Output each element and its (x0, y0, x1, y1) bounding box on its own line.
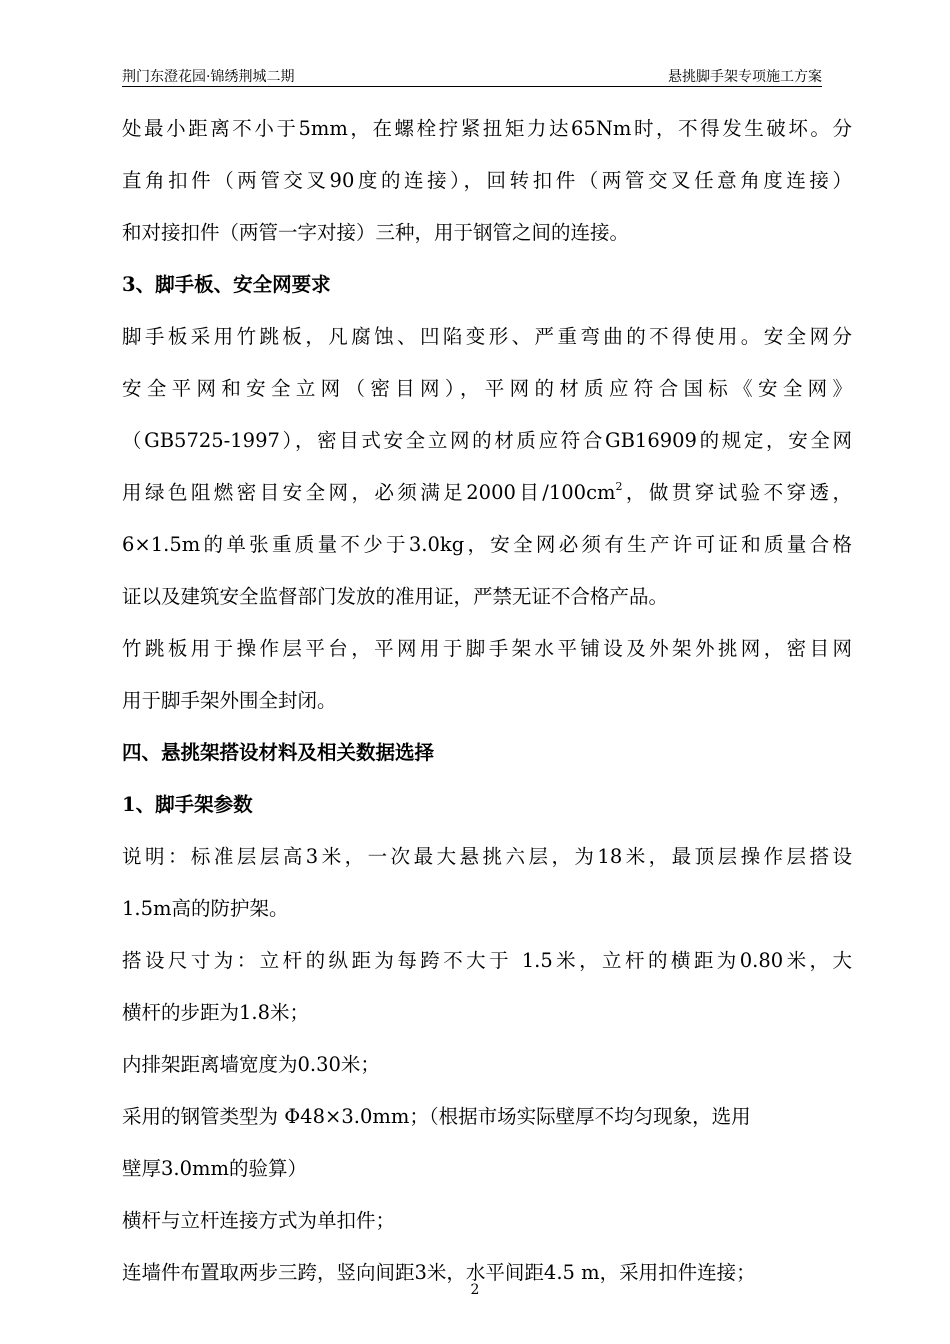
text-line: （GB5725-1997），密目式安全立网的材质应符合GB16909的规定，安全网 (122, 429, 852, 452)
text-fragment: ，做贯穿试验不穿透， (622, 481, 852, 504)
text-line: 采用的钢管类型为 Φ48×3.0mm；（根据市场实际壁厚不均匀现象，选用 (122, 1105, 751, 1128)
text-fragment: 用绿色阻燃密目安全网，必须满足2000目/100cm (122, 481, 616, 504)
text-line: 处最小距离不小于5mm，在螺栓拧紧扭矩力达65Nm时，不得发生破坏。分 (122, 117, 852, 140)
chapter-heading: 四、悬挑架搭设材料及相关数据选择 (122, 741, 435, 764)
text-line: 壁厚3.0mm的验算） (122, 1157, 307, 1180)
document-body (122, 103, 852, 1299)
text-line: 说明：标准层层高3米，一次最大悬挑六层，为18米，最顶层操作层搭设 (122, 845, 852, 868)
text-line: 横杆与立杆连接方式为单扣件； (122, 1209, 396, 1232)
page-header (122, 62, 822, 87)
text-line: 证以及建筑安全监督部门发放的准用证，严禁无证不合格产品。 (122, 585, 669, 608)
header-project-name: 荆门东澄花园·锦绣荆城二期 (122, 69, 295, 85)
text-line: 安全平网和安全立网（密目网），平网的材质应符合国标《安全网》 (122, 377, 852, 400)
text-line: 竹跳板用于操作层平台，平网用于脚手架水平铺设及外架外挑网，密目网 (122, 637, 852, 660)
text-line: 1.5m高的防护架。 (122, 897, 289, 920)
text-line: 搭设尺寸为：立杆的纵距为每跨不大于 1.5米，立杆的横距为0.80米，大 (122, 949, 852, 972)
text-line (122, 467, 852, 519)
text-line: 连墙件布置取两步三跨，竖向间距3米，水平间距4.5 m，采用扣件连接； (122, 1261, 756, 1284)
text-line: 直角扣件（两管交叉90度的连接），回转扣件（两管交叉任意角度连接） (122, 169, 852, 192)
text-line: 脚手板采用竹跳板，凡腐蚀、凹陷变形、严重弯曲的不得使用。安全网分 (122, 325, 852, 348)
section-heading: 3、脚手板、安全网要求 (122, 273, 331, 296)
text-line: 横杆的步距为1.8米； (122, 1001, 310, 1024)
text-line: 用于脚手架外围全封闭。 (122, 689, 337, 712)
page-number: 2 (470, 1282, 480, 1298)
text-line: 和对接扣件（两管一字对接）三种，用于钢管之间的连接。 (122, 221, 630, 244)
header-document-title: 悬挑脚手架专项施工方案 (668, 69, 822, 85)
text-line: 6×1.5m的单张重质量不少于3.0kg，安全网必须有生产许可证和质量合格 (122, 533, 852, 556)
text-line: 内排架距离墙宽度为0.30米； (122, 1053, 380, 1076)
section-heading: 1、脚手架参数 (122, 793, 253, 816)
superscript: 2 (615, 480, 623, 493)
